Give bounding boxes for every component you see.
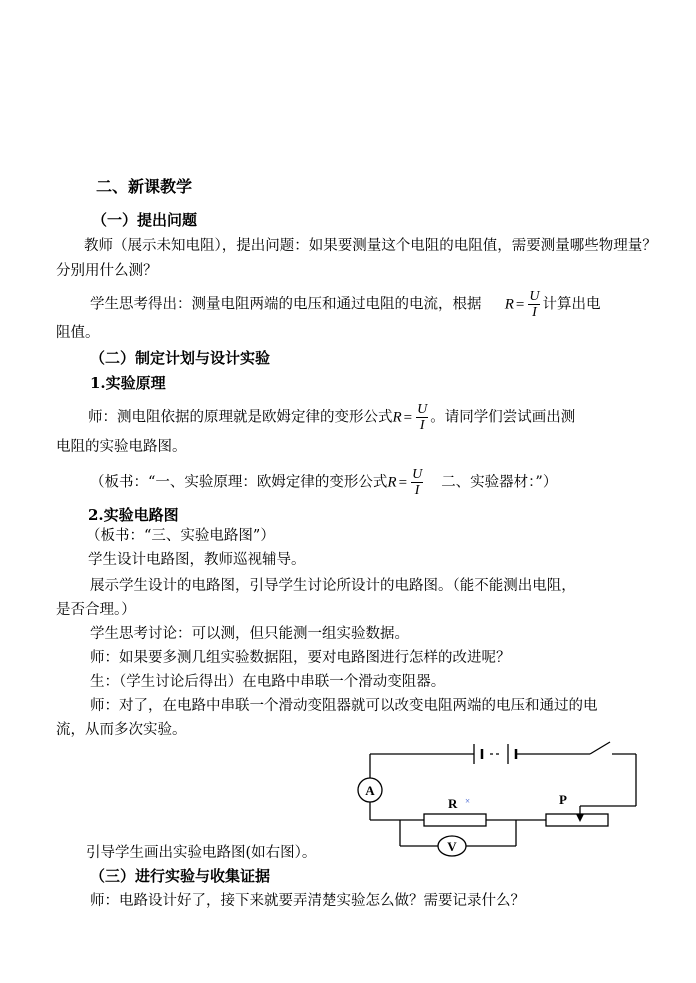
- paragraph: 分别用什么测？: [56, 263, 158, 279]
- sub-heading-principle: 1.实验原理: [90, 374, 166, 392]
- formula-eq: =: [398, 474, 408, 491]
- board-note: （板书：“三、实验电路图”）: [86, 528, 275, 544]
- formula-denominator: I: [532, 305, 537, 320]
- rheostat-slider-label: P: [559, 792, 567, 807]
- section-heading: 二、新课教学: [96, 177, 193, 196]
- text: 二、实验器材：”）: [441, 474, 558, 491]
- formula-fraction: [411, 467, 423, 498]
- paragraph: 是否合理。）: [56, 602, 136, 618]
- formula-numerator: U: [529, 289, 540, 304]
- ammeter-label: A: [365, 783, 375, 798]
- text: 计算出电: [542, 296, 601, 313]
- text: 师：测电阻依据的原理就是欧姆定律的变形公式: [88, 409, 393, 426]
- resistor-mark: ×: [465, 796, 471, 806]
- resistor-label: R: [448, 796, 458, 811]
- formula-lhs: R: [504, 296, 514, 313]
- paragraph-with-formula: [90, 289, 600, 320]
- paragraph-with-formula: [88, 402, 575, 433]
- formula-fraction: [416, 402, 428, 433]
- resistor-symbol: [424, 814, 486, 826]
- formula-denominator: I: [419, 418, 425, 433]
- part2-title: （二）制定计划与设计实验: [90, 349, 271, 367]
- formula-fraction: [528, 289, 540, 320]
- text: 。请同学们尝试画出测: [430, 409, 576, 426]
- formula-numerator: U: [417, 402, 428, 417]
- switch-blade: [590, 742, 610, 754]
- paragraph: 引导学生画出实验电路图(如右图）。: [86, 845, 317, 861]
- sub-heading-circuit: 2.实验电路图: [88, 506, 179, 524]
- text: 学生思考得出：测量电阻两端的电压和通过电阻的电流，根据: [90, 296, 482, 313]
- paragraph: 师：如果要多测几组实验数据阻，要对电路图进行怎样的改进呢？: [90, 650, 511, 666]
- circuit-diagram: [340, 736, 645, 861]
- paragraph: 阻值。: [56, 325, 100, 341]
- formula-denominator: I: [414, 483, 420, 498]
- board-note-with-formula: [90, 467, 557, 498]
- part3-title: （三）进行实验与收集证据: [90, 867, 271, 885]
- paragraph: 师：电路设计好了，接下来就要弄清楚实验怎么做？需要记录什么？: [90, 893, 525, 909]
- formula-eq: =: [515, 296, 525, 313]
- paragraph: 教师（展示未知电阻），提出问题：如果要测量这个电阻的电阻值，需要测量哪些物理量？: [84, 238, 657, 254]
- formula-eq: =: [403, 409, 413, 426]
- formula-numerator: U: [412, 467, 423, 482]
- part1-title: （一）提出问题: [92, 211, 198, 229]
- paragraph: 展示学生设计的电路图，引导学生讨论所设计的电路图。（能不能测出电阻，: [90, 578, 576, 594]
- voltmeter-label: V: [447, 839, 457, 854]
- paragraph: 电阻的实验电路图。: [56, 439, 187, 455]
- paragraph: 学生设计电路图，教师巡视辅导。: [88, 552, 306, 568]
- formula-lhs: R: [387, 474, 397, 491]
- paragraph: 生：（学生讨论后得出）在电路中串联一个滑动变阻器。: [90, 674, 446, 690]
- paragraph: 流，从而多次实验。: [56, 722, 187, 738]
- formula-lhs: R: [392, 409, 402, 426]
- text: （板书：“一、实验原理：欧姆定律的变形公式: [90, 474, 388, 491]
- paragraph: 师：对了，在电路中串联一个滑动变阻器就可以改变电阻两端的电压和通过的电: [90, 698, 598, 714]
- paragraph: 学生思考讨论：可以测，但只能测一组实验数据。: [90, 626, 409, 642]
